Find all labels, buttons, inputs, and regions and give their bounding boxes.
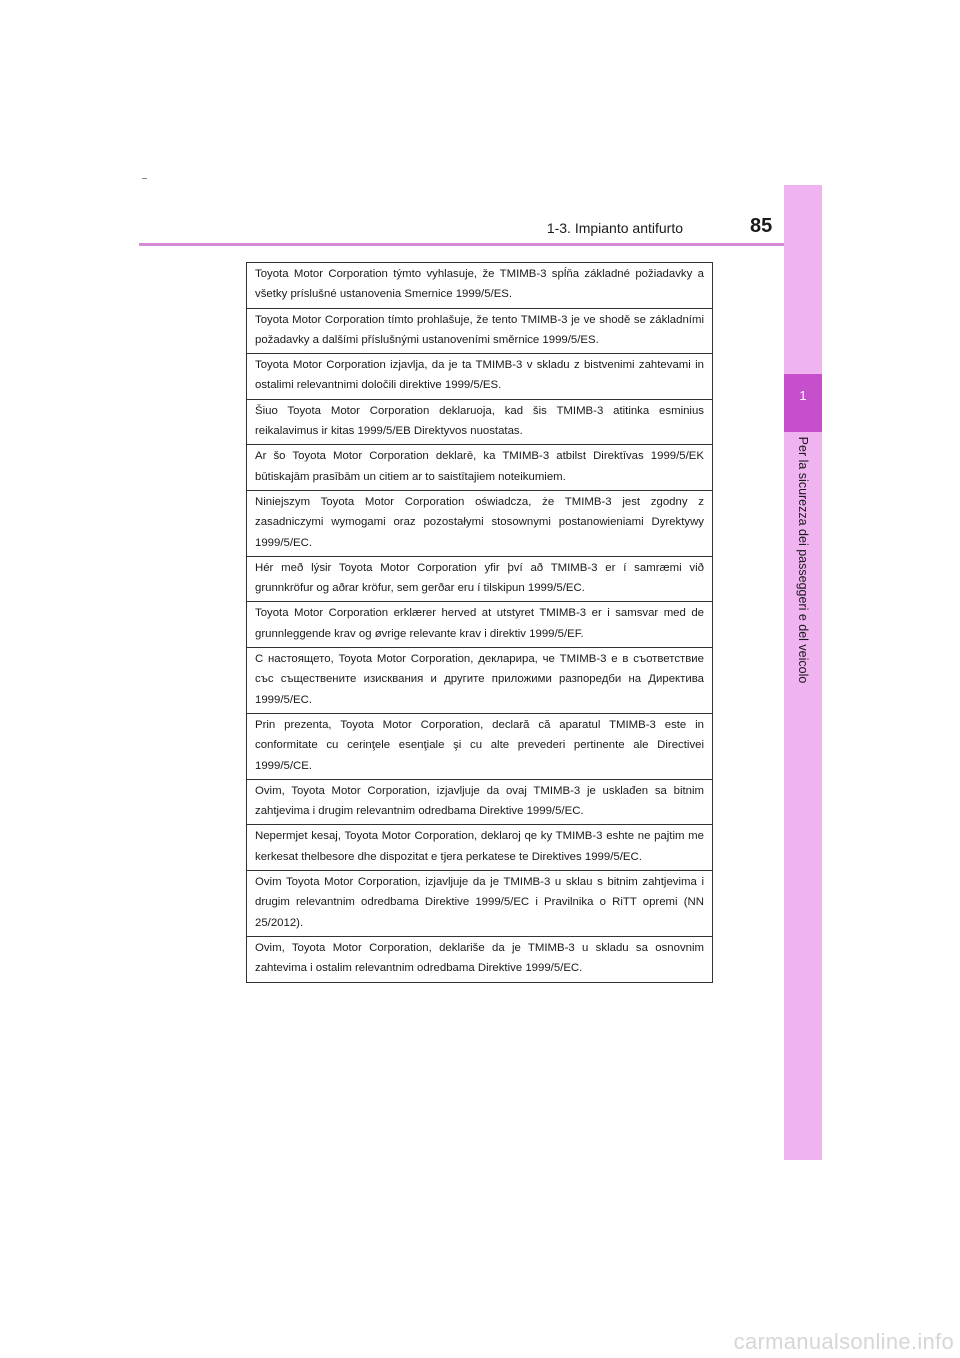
- table-row: [247, 354, 713, 400]
- declaration-text-pl: Niniejszym Toyota Motor Corporation oświadcza, że TMIMB-3 jest zgodny z zasadniczymi wymogami oraz pozostałymi stosownymi postanowieniami Dyrektywy 1999/5/EC.: [247, 490, 713, 556]
- table-row: [247, 445, 713, 491]
- declaration-text-cs: Toyota Motor Corporation tímto prohlašuje, že tento TMIMB-3 je ve shodě se základními požadavky a dalšími příslušnými ustanoveními směrnice 1999/5/ES.: [247, 308, 713, 354]
- table-row: [247, 556, 713, 602]
- site-watermark: carmanualsonline.info: [733, 1329, 954, 1354]
- declarations-table: [246, 262, 713, 983]
- table-row: [247, 602, 713, 648]
- table-row: [247, 871, 713, 937]
- table-row: [247, 936, 713, 982]
- declaration-text-rs: Ovim, Toyota Motor Corporation, deklariše da je TMIMB-3 u skladu sa osnovnim zahtevima i ostalim relevantnim odredbama Direktive 1999/5/EC.: [247, 936, 713, 982]
- chapter-number: 1: [799, 388, 807, 403]
- declaration-text-ro: Prin prezenta, Toyota Motor Corporation, declară că aparatul TMIMB-3 este in conformitate cu cerinţele esenţiale şi cu alte prevederi pertinente ale Directivei 1999/5/CE.: [247, 713, 713, 779]
- declaration-text-is: Hér með lýsir Toyota Motor Corporation yfir því að TMIMB-3 er í samræmi við grunnkröfur og aðrar kröfur, sem gerðar eru í tilskipun 1999/5/EC.: [247, 556, 713, 602]
- section-title: 1-3. Impianto antifurto: [546, 220, 683, 236]
- declaration-text-hr: Ovim Toyota Motor Corporation, izjavljuje da je TMIMB-3 u sklau s bitnim zahtjevima i drugim relevantnim odredbama Direktive 1999/5/EC i Pravilnika o RiTT opremi (NN 25/2012).: [247, 871, 713, 937]
- declaration-text-me: Ovim, Toyota Motor Corporation, izjavljuje da ovaj TMIMB-3 je usklađen sa bitnim zahtjevima i drugim relevantnim odredbama Direktive 1999/5/EC.: [247, 779, 713, 825]
- declaration-text-no: Toyota Motor Corporation erklærer herved at utstyret TMIMB-3 er i samsvar med de grunnleggende krav og øvrige relevante krav i direktiv 1999/5/EF.: [247, 602, 713, 648]
- table-row: [247, 648, 713, 714]
- chapter-label: Per la sicurezza dei passeggeri e del veicolo: [796, 436, 810, 684]
- declaration-text-sk: Toyota Motor Corporation týmto vyhlasuje, že TMIMB-3 spĺňa základné požiadavky a všetky príslušné ustanovenia Smernice 1999/5/ES.: [247, 263, 713, 309]
- table-row: [247, 825, 713, 871]
- table-row: [247, 399, 713, 445]
- declaration-text-sl: Toyota Motor Corporation izjavlja, da je ta TMIMB-3 v skladu z bistvenimi zahtevami in ostalimi relevantnimi določili direktive 1999/5/ES.: [247, 354, 713, 400]
- table-row: [247, 263, 713, 309]
- declaration-text-sq: Nepermjet kesaj, Toyota Motor Corporation, deklaroj qe ky TMIMB-3 eshte ne pajtim me kerkesat thelbesore dhe dispozitat e tjera perkatese te Direktives 1999/5/EC.: [247, 825, 713, 871]
- chapter-tab-marker: [784, 374, 822, 432]
- table-row: [247, 490, 713, 556]
- table-row: [247, 713, 713, 779]
- declaration-text-bg: С настоящето, Toyota Motor Corporation, декларира, че TMIMB-3 е в съответствие със съществените изисквания и другите приложими разпоредби на Директива 1999/5/ЕС.: [247, 648, 713, 714]
- table-row: [247, 779, 713, 825]
- declaration-text-lt: Šiuo Toyota Motor Corporation deklaruoja, kad šis TMIMB-3 atitinka esminius reikalavimus ir kitas 1999/5/EB Direktyvos nuostatas.: [247, 399, 713, 445]
- header-divider: [139, 243, 821, 246]
- page-number: 85: [750, 215, 773, 237]
- corner-crop-mark: [142, 178, 147, 179]
- declaration-text-lv: Ar šo Toyota Motor Corporation deklarē, ka TMIMB-3 atbilst Direktīvas 1999/5/EK būtiskajām prasībām un citiem ar to saistītajiem noteikumiem.: [247, 445, 713, 491]
- table-row: [247, 308, 713, 354]
